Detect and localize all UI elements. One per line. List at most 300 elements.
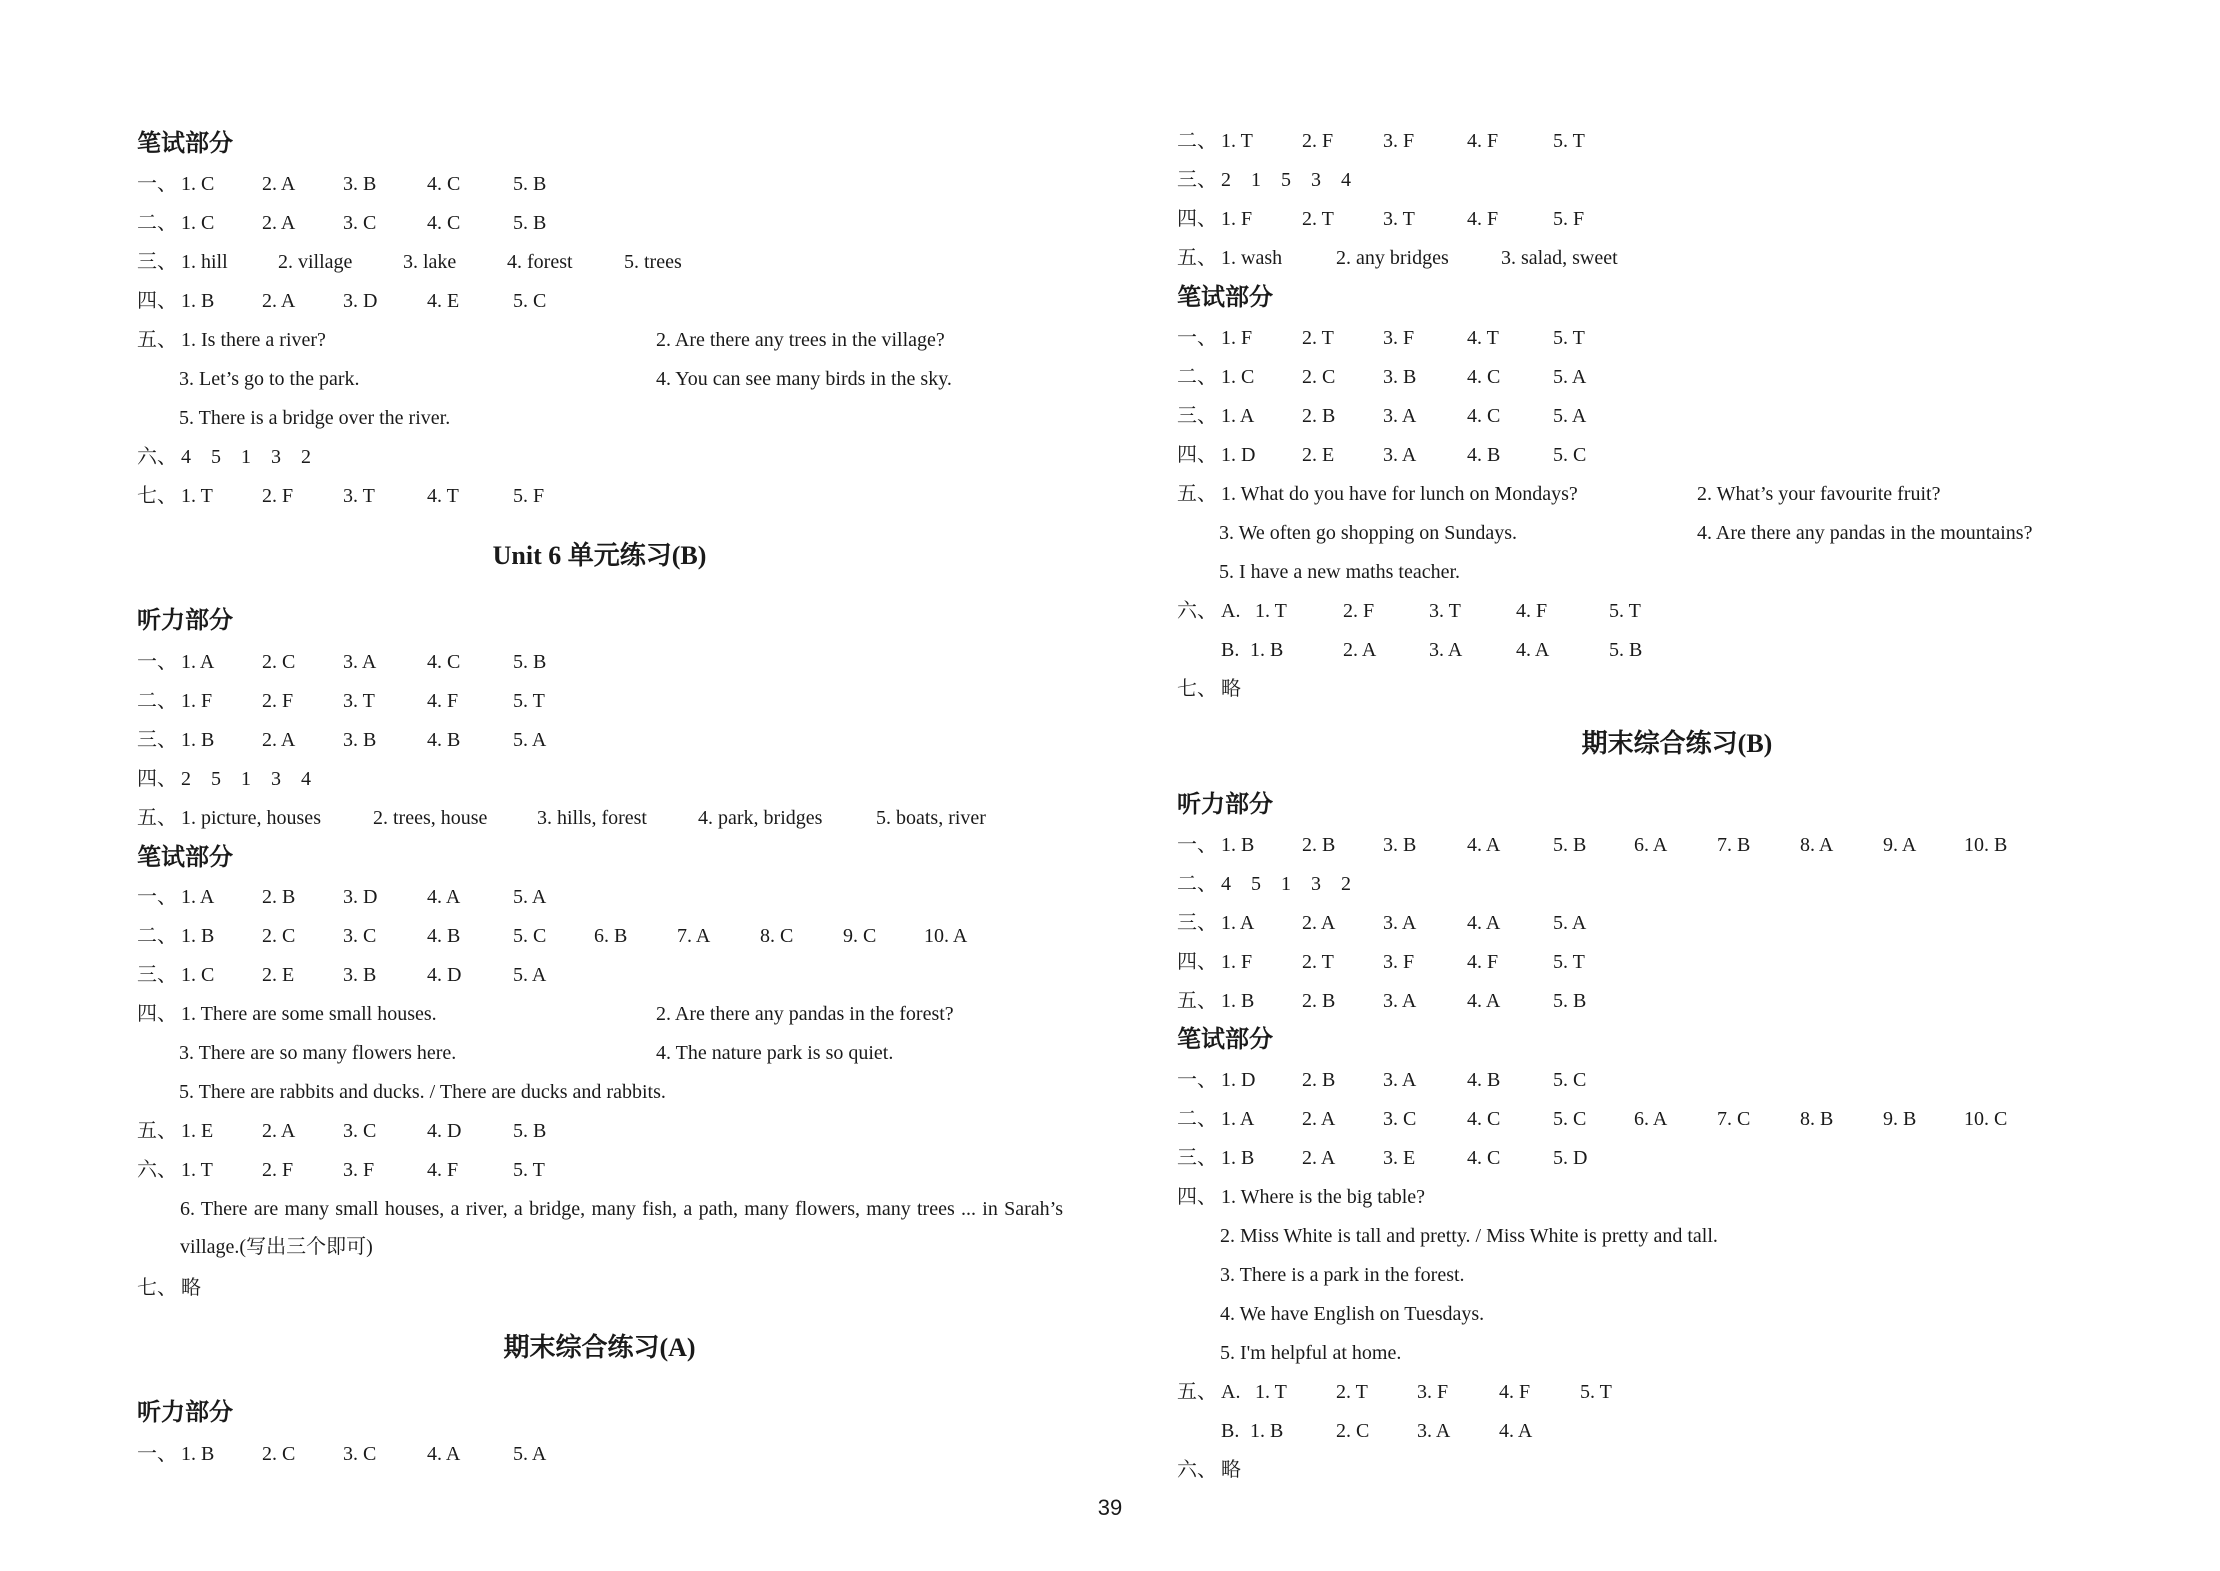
answer: 2. T — [1302, 951, 1334, 973]
question-number: 四、 — [1177, 1186, 1217, 1208]
answer: 5. C — [1553, 1108, 1587, 1130]
page-number: 39 — [1097, 1495, 1123, 1520]
answer: 3. A — [1383, 912, 1417, 934]
answer: 10. B — [1964, 834, 2008, 856]
answer: 3. C — [1383, 1108, 1417, 1130]
answer: 4. B — [1467, 444, 1501, 466]
answer-line — [1177, 1255, 2077, 1295]
answer: 5. B — [513, 212, 547, 234]
answer: 7. B — [1717, 834, 1751, 856]
answer: 4 — [1341, 169, 1351, 191]
answer: 3 — [1311, 169, 1321, 191]
answer: 3. lake — [403, 251, 457, 273]
answer: 1. A — [1221, 912, 1255, 934]
answer: 5. C — [513, 925, 547, 947]
answer: 3. B — [1383, 834, 1417, 856]
section-written: 笔试部分 — [137, 845, 233, 871]
answer: 3. A — [1429, 639, 1463, 661]
answer: 5. A — [1553, 405, 1587, 427]
answer: 4. T — [427, 485, 459, 507]
answer: 3. C — [343, 212, 377, 234]
answer: 1. hill — [181, 251, 228, 273]
heading-final-b: 期末综合练习(B) — [1581, 729, 1773, 758]
sub-label: A. — [1221, 600, 1241, 622]
answer: 1. T — [1221, 130, 1253, 152]
answer: 2. C — [262, 925, 296, 947]
answer-line — [137, 1111, 1037, 1151]
answer-line — [1177, 1138, 2077, 1178]
heading-unit6: Unit 6 单元练习(B) — [492, 541, 707, 570]
answer: 1. D — [1221, 1069, 1256, 1091]
answer: 1. C — [1221, 366, 1255, 388]
answer: 4. B — [427, 729, 461, 751]
answer: 4 — [181, 446, 191, 468]
question-number: 二、 — [137, 212, 177, 234]
answer-line — [137, 476, 1037, 516]
answer: 2. What’s your favourite fruit? — [1697, 483, 1941, 505]
answer-line — [1177, 513, 2177, 553]
answer: 1. T — [181, 1159, 213, 1181]
answer: 9. A — [1883, 834, 1917, 856]
answer: 2. B — [1302, 1069, 1336, 1091]
answer: 1 — [1281, 873, 1291, 895]
answer: 1. B — [1221, 834, 1255, 856]
question-number: 三、 — [137, 729, 177, 751]
answer: 4. D — [427, 1120, 462, 1142]
answer: 1. B — [181, 729, 215, 751]
answer: 4. A — [427, 1443, 461, 1465]
answer: 3. hills, forest — [537, 807, 647, 829]
question-number: 五、 — [1177, 1381, 1217, 1403]
answer: 4. C — [1467, 366, 1501, 388]
answer: 3. salad, sweet — [1501, 247, 1618, 269]
answer: 2. B — [262, 886, 296, 908]
answer: 2. T — [1302, 208, 1334, 230]
answer: 2. T — [1302, 327, 1334, 349]
answer: 4. C — [427, 173, 461, 195]
answer: 4. You can see many birds in the sky. — [656, 368, 952, 390]
question-number: 四、 — [1177, 444, 1217, 466]
answer: 3. There is a park in the forest. — [1220, 1264, 1465, 1286]
question-number: 五、 — [1177, 247, 1217, 269]
answer: 3. A — [1383, 990, 1417, 1012]
answer-line — [1177, 318, 2077, 358]
question-number: 二、 — [137, 925, 177, 947]
answer: 5. A — [513, 964, 547, 986]
answer: 3. C — [343, 1120, 377, 1142]
section-listening: 听力部分 — [137, 1400, 233, 1426]
answer: 1. B — [181, 1443, 215, 1465]
answer: 5. I have a new maths teacher. — [1219, 561, 1461, 583]
answer: 3. A — [1383, 405, 1417, 427]
answer: 略 — [181, 1277, 201, 1299]
answer: 2. C — [1302, 366, 1336, 388]
answer: 3. T — [1383, 208, 1415, 230]
answer: 2. E — [1302, 444, 1335, 466]
answer: 1. B — [1250, 1420, 1284, 1442]
answer: 5. trees — [624, 251, 682, 273]
answer: 4. B — [427, 925, 461, 947]
answer: 2. F — [1343, 600, 1375, 622]
answer: 3. We often go shopping on Sundays. — [1219, 522, 1518, 544]
question-number: 六、 — [137, 1159, 177, 1181]
right-column — [1040, 0, 2220, 1500]
answer-line — [137, 164, 1037, 204]
answer: 5. A — [513, 729, 547, 751]
answer: 3. B — [343, 729, 377, 751]
question-number: 六、 — [1177, 1459, 1217, 1481]
answer: 5. There is a bridge over the river. — [179, 407, 451, 429]
answer: 2. A — [1302, 1147, 1336, 1169]
question-number: 四、 — [137, 768, 177, 790]
answer: 7. C — [1717, 1108, 1751, 1130]
answer: 1. A — [1221, 1108, 1255, 1130]
answer: 5. F — [513, 485, 545, 507]
answer: 5. T — [1553, 327, 1585, 349]
question-number: 三、 — [1177, 169, 1217, 191]
sub-label: B. — [1221, 639, 1240, 661]
answer: 1. A — [181, 651, 215, 673]
answer: 10. C — [1964, 1108, 2008, 1130]
answer: 3. A — [1383, 444, 1417, 466]
answer: 2. A — [262, 290, 296, 312]
answer: 3. A — [1383, 1069, 1417, 1091]
answer: 5. B — [513, 1120, 547, 1142]
answer: 4. A — [427, 886, 461, 908]
answer: 4. forest — [507, 251, 573, 273]
answer-line — [1177, 121, 2077, 161]
answer-line — [1177, 199, 2077, 239]
answer: 3. C — [343, 925, 377, 947]
answer: 5. B — [1553, 834, 1587, 856]
answer: 5. T — [513, 1159, 545, 1181]
section-written: 笔试部分 — [137, 131, 233, 157]
answer: 1. A — [181, 886, 215, 908]
section-listening: 听力部分 — [137, 608, 233, 634]
answer: 3. There are so many flowers here. — [179, 1042, 457, 1064]
answer: 5. There are rabbits and ducks. / There are ducks and rabbits. — [179, 1081, 666, 1103]
answer: 5. C — [513, 290, 547, 312]
question-number: 一、 — [137, 886, 177, 908]
answer: 5. F — [1553, 208, 1585, 230]
answer: 1. F — [1221, 208, 1253, 230]
answer: 4. B — [1467, 1069, 1501, 1091]
answer-line — [137, 720, 1037, 760]
question-number: 二、 — [1177, 1108, 1217, 1130]
answer: 2 — [181, 768, 191, 790]
answer-line — [1177, 903, 2077, 943]
answer: 1. T — [181, 485, 213, 507]
answer-line — [1177, 396, 2077, 436]
answer-line — [1177, 435, 2077, 475]
answer-line — [137, 681, 1037, 721]
answer: 4. A — [1499, 1420, 1533, 1442]
question-number: 五、 — [1177, 990, 1217, 1012]
answer-line — [137, 994, 1067, 1034]
question-number: 四、 — [137, 1003, 177, 1025]
answer: 5 — [1251, 873, 1261, 895]
answer: 3 — [271, 768, 281, 790]
answer: 2. E — [262, 964, 295, 986]
answer-line — [137, 759, 1037, 799]
question-number: 七、 — [137, 485, 177, 507]
answer: 3 — [271, 446, 281, 468]
answer: 1. F — [1221, 951, 1253, 973]
answer: 4. C — [1467, 1147, 1501, 1169]
answer: 5. T — [513, 690, 545, 712]
answer: 1. E — [181, 1120, 214, 1142]
answer: 1. A — [1221, 405, 1255, 427]
answer: 3. F — [1417, 1381, 1449, 1403]
answer: 2 — [301, 446, 311, 468]
answer-line — [1177, 942, 2077, 982]
answer-line — [137, 642, 1037, 682]
answer: 2. F — [262, 1159, 294, 1181]
answer: 3. D — [343, 886, 378, 908]
answer: 1. picture, houses — [181, 807, 321, 829]
answer-line — [1177, 669, 1477, 709]
answer: 3. Let’s go to the park. — [179, 368, 360, 390]
answer: 1. B — [1250, 639, 1284, 661]
answer-line — [1177, 1450, 1477, 1490]
answer-line — [1177, 1099, 2177, 1139]
answer: 10. A — [924, 925, 968, 947]
answer: 5. T — [1553, 951, 1585, 973]
question-number: 四、 — [1177, 951, 1217, 973]
question-number: 六、 — [1177, 600, 1217, 622]
answer: 2. A — [262, 1120, 296, 1142]
answer: 5. T — [1553, 130, 1585, 152]
answer: 4 — [301, 768, 311, 790]
answer: 3. F — [1383, 130, 1415, 152]
answer: 3. T — [1429, 600, 1461, 622]
question-number: 二、 — [1177, 366, 1217, 388]
answer: 5. C — [1553, 1069, 1587, 1091]
answer-line — [137, 1033, 1067, 1073]
answer: 略 — [1221, 1459, 1241, 1481]
answer: 5. B — [513, 651, 547, 673]
answer: 4. A — [1516, 639, 1550, 661]
answer: 5. T — [1609, 600, 1641, 622]
answer: 5. D — [1553, 1147, 1588, 1169]
answer: 2. C — [262, 1443, 296, 1465]
section-written: 笔试部分 — [1177, 285, 1273, 311]
answer: 5. B — [1553, 990, 1587, 1012]
answer: 2. A — [1302, 1108, 1336, 1130]
answer: 4. F — [427, 690, 459, 712]
answer: 5. A — [1553, 366, 1587, 388]
question-number: 二、 — [1177, 873, 1217, 895]
answer-line — [137, 1072, 1067, 1112]
answer: 4. C — [427, 212, 461, 234]
answer: 3. T — [343, 690, 375, 712]
section-written: 笔试部分 — [1177, 1027, 1273, 1053]
answer-line — [137, 955, 1037, 995]
answer: 4. C — [427, 651, 461, 673]
answer-line — [1177, 238, 2077, 278]
answer: 1. Where is the big table? — [1221, 1186, 1426, 1208]
answer: 4. C — [1467, 1108, 1501, 1130]
answer: 3. C — [343, 1443, 377, 1465]
answer: 3. F — [1383, 327, 1415, 349]
answer: 1. B — [181, 290, 215, 312]
answer: 3. F — [1383, 951, 1415, 973]
answer: 1. Is there a river? — [181, 329, 326, 351]
answer: 7. A — [677, 925, 711, 947]
answer-line — [1177, 552, 2177, 592]
answer: 1. C — [181, 173, 215, 195]
answer-line — [1177, 1294, 2077, 1334]
heading-final-a: 期末综合练习(A) — [503, 1333, 696, 1362]
answer: 2. Are there any trees in the village? — [656, 329, 945, 351]
answer: 4. C — [1467, 405, 1501, 427]
answer: 5. T — [1580, 1381, 1612, 1403]
answer: 1. D — [1221, 444, 1256, 466]
answer: 6. B — [594, 925, 628, 947]
answer: 4. F — [1499, 1381, 1531, 1403]
answer: 1 — [241, 768, 251, 790]
question-number: 三、 — [1177, 912, 1217, 934]
answer: 1 — [1251, 169, 1261, 191]
answer: 2. B — [1302, 834, 1336, 856]
answer: 2. village — [278, 251, 353, 273]
answer: 2. B — [1302, 405, 1336, 427]
answer: 3. T — [343, 485, 375, 507]
answer: 5. B — [1609, 639, 1643, 661]
question-number: 一、 — [137, 173, 177, 195]
answer: 1. C — [181, 212, 215, 234]
answer-line — [137, 320, 1067, 360]
question-number: 五、 — [1177, 483, 1217, 505]
answer: 3. E — [1383, 1147, 1416, 1169]
answer-line — [1177, 1216, 2077, 1256]
answer: 2. A — [1302, 912, 1336, 934]
answer: 4. A — [1467, 990, 1501, 1012]
answer: 1. What do you have for lunch on Mondays? — [1221, 483, 1578, 505]
answer: 2. Miss White is tall and pretty. / Miss White is pretty and tall. — [1220, 1225, 1718, 1247]
answer: 5. A — [513, 886, 547, 908]
answer: 2. C — [1336, 1420, 1370, 1442]
answer: 4. F — [1467, 130, 1499, 152]
answer: 5. C — [1553, 444, 1587, 466]
question-number: 六、 — [137, 446, 177, 468]
answer-line — [1177, 1177, 2077, 1217]
answer: 5. A — [1553, 912, 1587, 934]
answer: 3. B — [1383, 366, 1417, 388]
question-number: 一、 — [137, 1443, 177, 1465]
answer-line — [137, 1150, 1037, 1190]
answer: 9. C — [843, 925, 877, 947]
answer-line — [1177, 1060, 2077, 1100]
left-column — [0, 0, 1090, 1500]
answer: 3. F — [343, 1159, 375, 1181]
answer-line — [137, 203, 1037, 243]
answer-line — [1177, 160, 2077, 200]
answer: 1. C — [181, 964, 215, 986]
answer: 3 — [1311, 873, 1321, 895]
answer-line — [1177, 825, 2177, 865]
answer: 1. wash — [1221, 247, 1283, 269]
section-listening: 听力部分 — [1177, 792, 1273, 818]
question-number: 三、 — [137, 964, 177, 986]
answer-paragraph: 6. There are many small houses, a river, a bridge, many fish, a path, many flowers, many trees ... in Sarah’s village.(写出三个即可) — [180, 1198, 1063, 1258]
answer: 1. T — [1255, 1381, 1287, 1403]
answer: 4. A — [1467, 834, 1501, 856]
answer: 1. B — [181, 925, 215, 947]
answer-line — [137, 242, 1037, 282]
answer: 5. A — [513, 1443, 547, 1465]
answer-line — [137, 1268, 437, 1308]
answer: 4. F — [1467, 208, 1499, 230]
answer: 8. B — [1800, 1108, 1834, 1130]
answer: 1. T — [1255, 600, 1287, 622]
answer: 9. B — [1883, 1108, 1917, 1130]
question-number: 七、 — [1177, 678, 1217, 700]
answer: 4. F — [1467, 951, 1499, 973]
answer-line — [1177, 864, 2077, 904]
answer: 4. A — [1467, 912, 1501, 934]
answer: 5 — [1281, 169, 1291, 191]
answer-line — [1177, 1411, 2077, 1451]
answer-line — [137, 398, 1067, 438]
answer: 3. B — [343, 173, 377, 195]
question-number: 五、 — [137, 329, 177, 351]
answer: 3. B — [343, 964, 377, 986]
answer: 2. T — [1336, 1381, 1368, 1403]
answer: 4. We have English on Tuesdays. — [1220, 1303, 1485, 1325]
answer: 2. Are there any pandas in the forest? — [656, 1003, 954, 1025]
answer: 2. B — [1302, 990, 1336, 1012]
answer: 6. A — [1634, 834, 1668, 856]
answer: 4. F — [427, 1159, 459, 1181]
answer: 5 — [211, 768, 221, 790]
answer: 1 — [241, 446, 251, 468]
answer-line — [137, 877, 1037, 917]
question-number: 七、 — [137, 1277, 177, 1299]
answer: 8. A — [1800, 834, 1834, 856]
answer: 8. C — [760, 925, 794, 947]
answer: 4. D — [427, 964, 462, 986]
answer: 2. F — [262, 690, 294, 712]
question-number: 一、 — [137, 651, 177, 673]
question-number: 二、 — [137, 690, 177, 712]
answer-line — [1177, 981, 2077, 1021]
answer-line — [137, 1434, 1037, 1474]
question-number: 五、 — [137, 807, 177, 829]
answer: 略 — [1221, 678, 1241, 700]
question-number: 三、 — [1177, 1147, 1217, 1169]
answer: 2. F — [262, 485, 294, 507]
question-number: 四、 — [137, 290, 177, 312]
answer: 2. A — [262, 173, 296, 195]
answer-line — [137, 798, 1067, 838]
answer-line — [1177, 630, 2077, 670]
question-number: 一、 — [1177, 327, 1217, 349]
answer: 4. park, bridges — [698, 807, 823, 829]
answer: 2. C — [262, 651, 296, 673]
answer-line — [1177, 357, 2077, 397]
answer-line — [1177, 1333, 2077, 1373]
question-number: 一、 — [1177, 834, 1217, 856]
answer: 4. Are there any pandas in the mountains? — [1697, 522, 2033, 544]
sub-label: B. — [1221, 1420, 1240, 1442]
answer-line — [1177, 1372, 2077, 1412]
answer: 3. A — [343, 651, 377, 673]
answer: 2 — [1341, 873, 1351, 895]
answer: 3. A — [1417, 1420, 1451, 1442]
answer-line — [137, 916, 1067, 956]
question-number: 五、 — [137, 1120, 177, 1142]
